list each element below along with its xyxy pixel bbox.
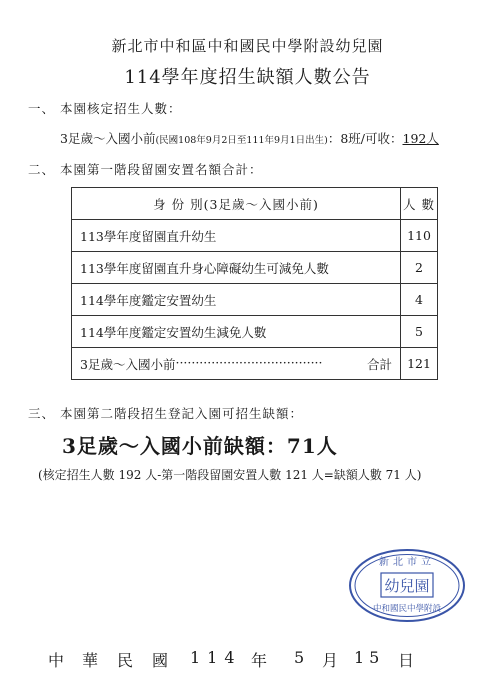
section-1-label: 一、 本園核定招生人數： (28, 101, 182, 116)
class-count: ：8班/可收： (327, 131, 403, 146)
capacity-line (60, 129, 439, 147)
seal-top-text: 新北市立 (379, 557, 435, 568)
header-identity: 身 份 別(3足歲～入國小前) (72, 188, 401, 220)
row-count: 110 (401, 220, 438, 252)
table-row (72, 220, 438, 252)
capacity-value: 192人 (402, 131, 439, 146)
row-label: 113學年度留園直升身心障礙幼生可減免人數 (72, 252, 401, 284)
date-year: 114 (190, 648, 242, 667)
total-label: 3足歲～入國小前 (80, 356, 176, 372)
row-label: 114學年度鑑定安置幼生減免人數 (72, 316, 401, 348)
seal-center-text: 幼兒園 (384, 577, 430, 595)
date-day: 15 (354, 648, 385, 667)
date-char: 日 (398, 651, 415, 670)
total-suffix: 合計 (366, 356, 392, 372)
vacancy-formula: (核定招生人數 192 人-第一階段留園安置人數 121 人=缺額人數 71 人) (38, 468, 422, 482)
date-char: 國 (152, 651, 169, 670)
header-count: 人 數 (401, 188, 438, 220)
row-label: 113學年度留園直升幼生 (72, 220, 401, 252)
date-char: 民 (117, 651, 134, 670)
row-count: 5 (401, 316, 438, 348)
row-label: 114學年度鑑定安置幼生 (72, 284, 401, 316)
date-char: 華 (82, 651, 99, 670)
table-row (72, 316, 438, 348)
placement-table (71, 187, 438, 380)
birth-range: (民國108年9月2日至111年9月1日出生) (155, 135, 328, 146)
age-range: 3足歲～入國小前 (60, 131, 156, 146)
vacancy-headline: 3足歲～入國小前缺額：71人 (62, 434, 338, 458)
row-count: 2 (401, 252, 438, 284)
organization-name: 新北市中和區中和國民中學附設幼兒園 (111, 37, 384, 55)
section-3-label: 三、 本園第二階段招生登記入園可招生缺額： (28, 406, 303, 421)
table-row (72, 252, 438, 284)
date-char: 月 (322, 651, 339, 670)
total-count: 121 (401, 348, 438, 380)
school-seal (348, 548, 466, 623)
section-2-label: 二、 本園第一階段留園安置名額合計： (28, 162, 263, 177)
total-dots: ····································· (175, 354, 323, 370)
page-title: 114學年度招生缺額人數公告 (124, 67, 371, 88)
table-row (72, 284, 438, 316)
table-total-row (72, 348, 438, 380)
date-month: 5 (294, 648, 305, 667)
row-count: 4 (401, 284, 438, 316)
table-header-row (72, 188, 438, 220)
seal-bottom-text: 中和國民中學附設 (372, 604, 442, 614)
date-char: 中 (48, 651, 65, 670)
date-char: 年 (251, 651, 268, 670)
total-cell (72, 348, 401, 380)
